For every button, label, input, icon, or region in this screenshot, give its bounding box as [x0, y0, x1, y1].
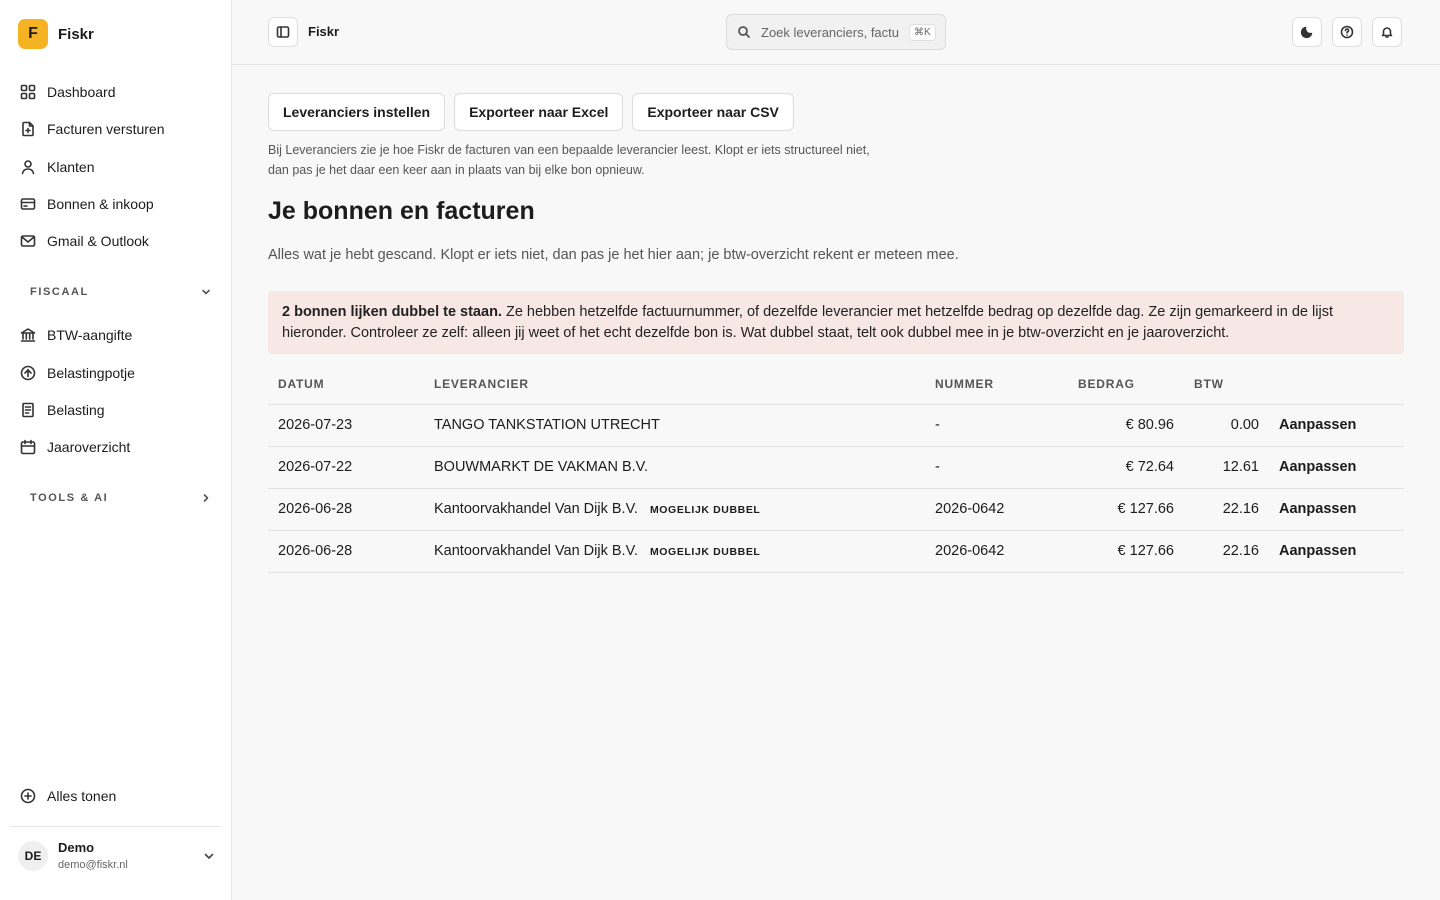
show-all-label: Alles tonen	[47, 788, 117, 804]
column-header-nummer[interactable]: NUMMER	[925, 364, 1068, 404]
cell-number: -	[925, 404, 1068, 446]
cell-number: -	[925, 446, 1068, 488]
supplier-name: TANGO TANKSTATION UTRECHT	[434, 417, 660, 433]
sidebar-item-label: Gmail & Outlook	[47, 233, 149, 249]
cell-vat: 12.61	[1184, 446, 1269, 488]
leveranciers-hint	[268, 140, 918, 180]
sidebar-item-label: Belasting	[47, 402, 105, 418]
section-title: Je bonnen en facturen	[268, 197, 535, 225]
coin-icon	[20, 365, 36, 381]
edit-link[interactable]: Aanpassen	[1279, 543, 1357, 559]
user-icon	[20, 159, 36, 175]
bank-icon	[20, 327, 36, 343]
cell-vat: 0.00	[1184, 404, 1269, 446]
cell-date: 2026-06-28	[268, 488, 424, 530]
cell-amount: € 127.66	[1068, 530, 1184, 572]
column-header-btw[interactable]: BTW	[1184, 364, 1269, 404]
topbar	[232, 0, 1440, 65]
edit-link[interactable]: Aanpassen	[1279, 501, 1357, 517]
leveranciers-instellen-button[interactable]: Leveranciers instellen	[268, 93, 445, 131]
sidebar-item-label: BTW-aangifte	[47, 327, 133, 343]
calendar-icon	[20, 439, 36, 455]
table-row	[268, 530, 1404, 572]
help-button[interactable]	[1332, 17, 1362, 47]
edit-link[interactable]: Aanpassen	[1279, 417, 1357, 433]
cell-action	[1269, 404, 1404, 446]
sidebar-item-belastingpotje[interactable]	[20, 363, 135, 383]
sidebar-item-gmail[interactable]	[20, 231, 149, 251]
bell-icon	[1380, 25, 1394, 39]
section-tools-label: TOOLS & AI	[30, 492, 109, 504]
chevron-down-icon	[200, 286, 212, 298]
cell-supplier	[424, 530, 925, 572]
alert-text: Ze hebben hetzelfde factuurnummer, of dezelfde leverancier met hetzelfde bedrag op dezelfde dag. Ze zijn gemarkeerd in de lijst hieronder. Controleer ze zelf: alleen jij weet of het echt dezelfde bon is. Wat dubbel staat, telt ook dubbel mee in je btw-overzicht en je jaaroverzicht.	[282, 304, 1333, 341]
cell-vat: 22.16	[1184, 530, 1269, 572]
column-header-datum[interactable]: DATUM	[268, 364, 424, 404]
cell-vat: 22.16	[1184, 488, 1269, 530]
plus-circle-icon	[20, 788, 36, 804]
moon-icon	[1300, 25, 1314, 39]
avatar: DE	[18, 841, 48, 871]
cell-supplier	[424, 488, 925, 530]
cell-number: 2026-0642	[925, 488, 1068, 530]
section-subtitle: Alles wat je hebt gescand. Klopt er iets niet, dan pas je het hier aan; je btw-overzicht rekent er meteen mee.	[268, 247, 959, 263]
notifications-button[interactable]	[1372, 17, 1402, 47]
column-header-bedrag[interactable]: BEDRAG	[1068, 364, 1184, 404]
section-fiscaal-label: FISCAAL	[30, 286, 89, 298]
alert-bold-text: 2 bonnen lijken dubbel te staan.	[282, 304, 502, 320]
table-row	[268, 446, 1404, 488]
toggle-sidebar-button[interactable]	[268, 17, 298, 47]
user-name: Demo	[58, 840, 95, 855]
table-row	[268, 404, 1404, 446]
show-all-button[interactable]	[20, 786, 116, 806]
column-header-leverancier[interactable]: LEVERANCIER	[424, 364, 925, 404]
cell-action	[1269, 488, 1404, 530]
duplicate-badge: MOGELIJK DUBBEL	[649, 546, 761, 558]
hint-line-2: dan pas je het daar een keer aan in plaats van bij elke bon opnieuw.	[268, 163, 645, 177]
cell-supplier	[424, 446, 925, 488]
grid-icon	[20, 84, 36, 100]
sidebar-item-btw[interactable]	[20, 325, 132, 345]
search-shortcut: ⌘K	[909, 24, 936, 41]
hint-line-1: Bij Leveranciers zie je hoe Fiskr de facturen van een bepaalde leverancier leest. Klopt er iets structureel niet,	[268, 143, 870, 157]
user-divider	[10, 826, 221, 827]
sidebar-item-bonnen[interactable]	[20, 194, 154, 214]
card-icon	[20, 196, 36, 212]
action-buttons	[268, 93, 794, 131]
search-icon	[737, 25, 751, 39]
receipt-icon	[20, 402, 36, 418]
export-excel-button[interactable]: Exporteer naar Excel	[454, 93, 623, 131]
chevron-right-icon	[200, 492, 212, 504]
sidebar-item-klanten[interactable]	[20, 157, 94, 177]
mail-icon	[20, 233, 36, 249]
duplicate-badge: MOGELIJK DUBBEL	[649, 504, 761, 516]
supplier-name: Kantoorvakhandel Van Dijk B.V.	[434, 501, 638, 517]
sidebar-item-dashboard[interactable]	[20, 82, 116, 102]
help-icon	[1340, 25, 1354, 39]
search-box[interactable]	[726, 14, 946, 50]
brand-name: Fiskr	[58, 25, 94, 43]
cell-number: 2026-0642	[925, 530, 1068, 572]
search-input[interactable]	[761, 25, 909, 40]
cell-date: 2026-07-23	[268, 404, 424, 446]
cell-date: 2026-07-22	[268, 446, 424, 488]
sidebar-item-belasting[interactable]	[20, 400, 105, 420]
sidebar-item-label: Jaaroverzicht	[47, 439, 131, 455]
cell-amount: € 127.66	[1068, 488, 1184, 530]
duplicate-alert	[268, 291, 1404, 354]
sidebar-toggle-icon	[276, 25, 290, 39]
cell-amount: € 72.64	[1068, 446, 1184, 488]
sidebar-item-label: Facturen versturen	[47, 121, 165, 137]
user-menu[interactable]	[18, 840, 216, 871]
sidebar-item-label: Klanten	[47, 159, 95, 175]
dark-mode-button[interactable]	[1292, 17, 1322, 47]
brand[interactable]	[18, 19, 94, 49]
sidebar-item-jaaroverzicht[interactable]	[20, 437, 130, 457]
user-email: demo@fiskr.nl	[58, 859, 128, 871]
section-fiscaal-toggle[interactable]	[30, 286, 212, 298]
cell-action	[1269, 446, 1404, 488]
export-csv-button[interactable]: Exporteer naar CSV	[632, 93, 794, 131]
column-header-actions	[1269, 364, 1404, 404]
edit-link[interactable]: Aanpassen	[1279, 459, 1357, 475]
cell-amount: € 80.96	[1068, 404, 1184, 446]
supplier-name: BOUWMARKT DE VAKMAN B.V.	[434, 459, 649, 475]
page-title: Fiskr	[308, 24, 340, 39]
supplier-name: Kantoorvakhandel Van Dijk B.V.	[434, 543, 638, 559]
sidebar	[0, 0, 232, 900]
section-tools-toggle[interactable]	[30, 492, 212, 504]
brand-logo: F	[18, 19, 48, 49]
receipts-table	[268, 364, 1404, 573]
chevron-down-icon	[202, 849, 216, 863]
sidebar-item-label: Belastingpotje	[47, 365, 135, 381]
cell-supplier	[424, 404, 925, 446]
file-plus-icon	[20, 121, 36, 137]
table-header-row	[268, 364, 1404, 404]
sidebar-item-facturen[interactable]	[20, 119, 165, 139]
sidebar-item-label: Dashboard	[47, 84, 116, 100]
sidebar-item-label: Bonnen & inkoop	[47, 196, 154, 212]
cell-action	[1269, 530, 1404, 572]
cell-date: 2026-06-28	[268, 530, 424, 572]
table-row	[268, 488, 1404, 530]
